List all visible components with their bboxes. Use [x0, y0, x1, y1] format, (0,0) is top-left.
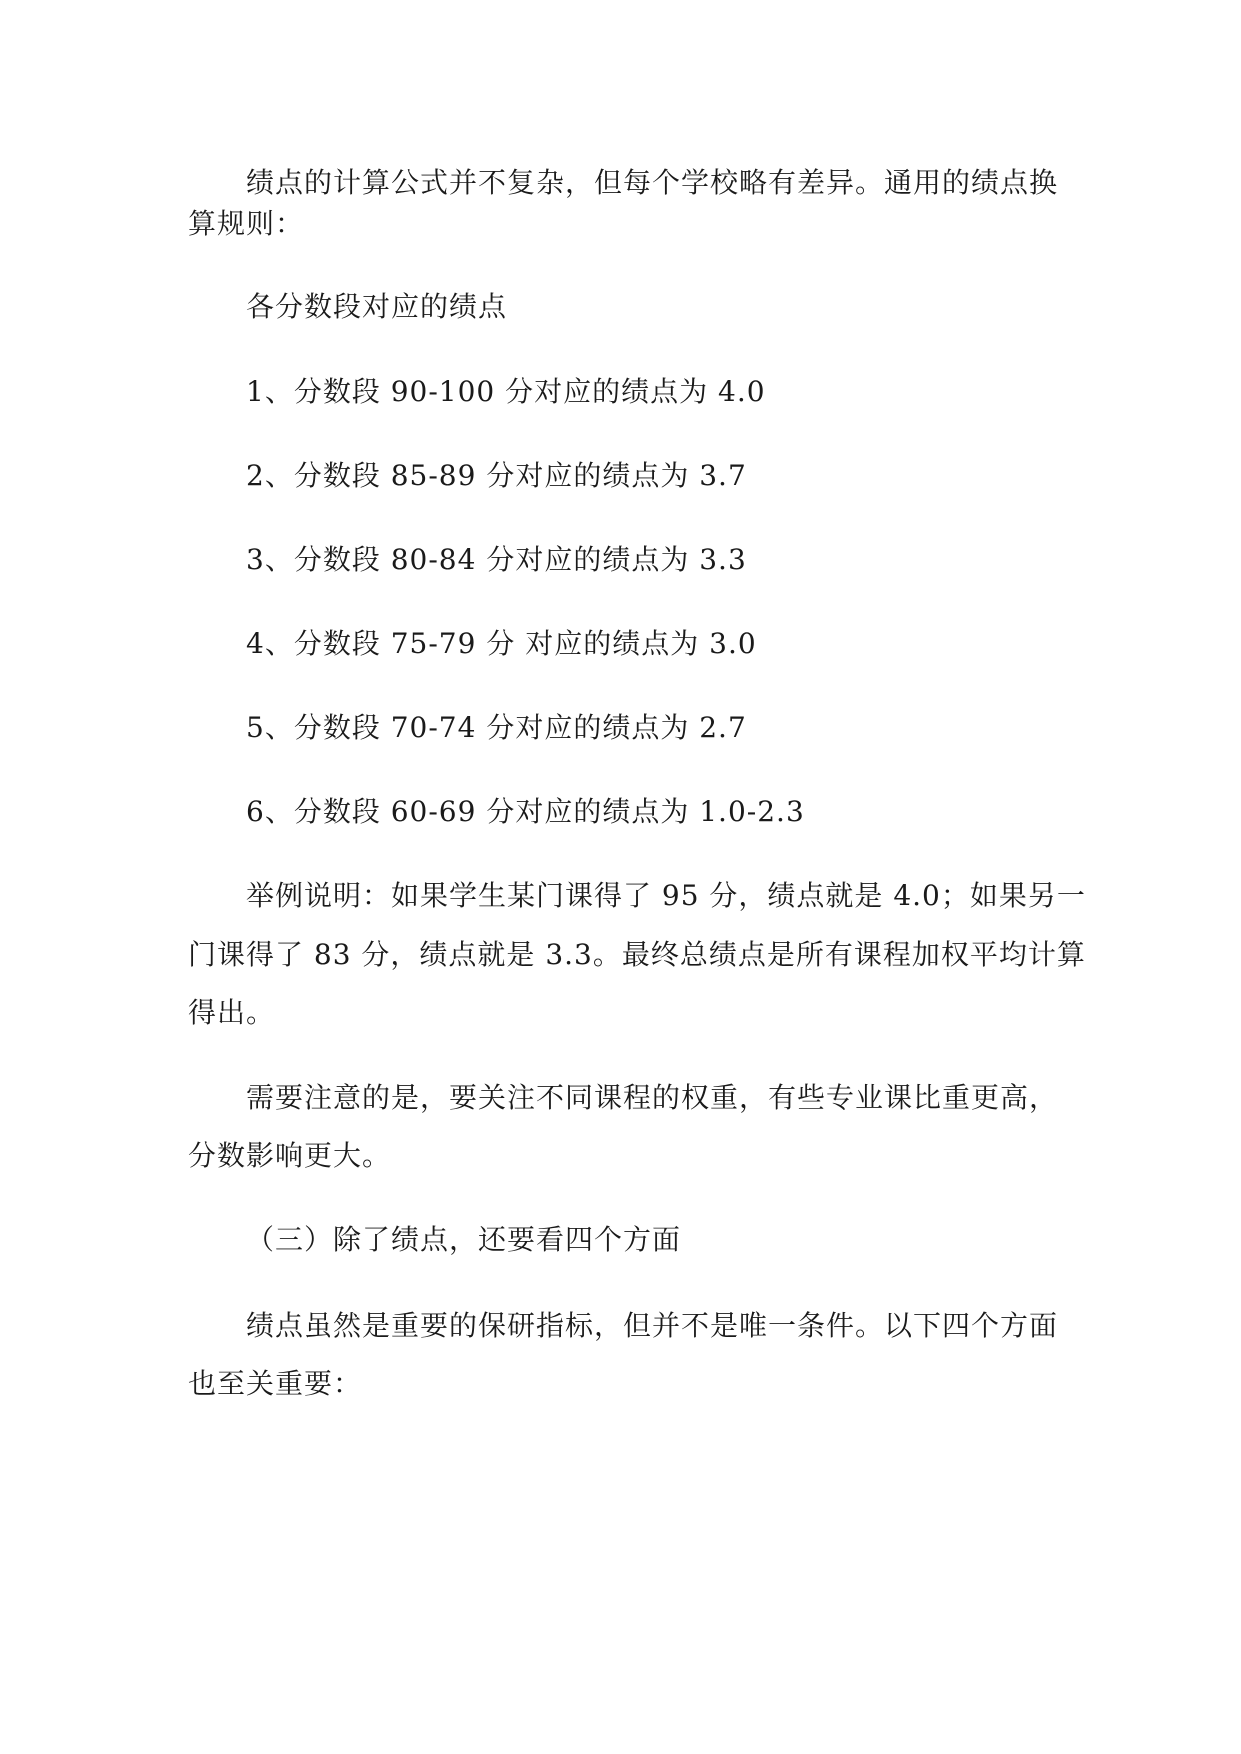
- list-item-range-4: 4、分数段 75-79 分 对应的绩点为 3.0: [246, 627, 757, 660]
- list-item-range-1: 1、分数段 90-100 分对应的绩点为 4.0: [246, 375, 766, 408]
- section-heading-four-aspects: （三）除了绩点，还要看四个方面: [246, 1223, 682, 1256]
- list-item-range-5: 5、分数段 70-74 分对应的绩点为 2.7: [246, 711, 747, 744]
- paragraph-formula-line-1: 绩点的计算公式并不复杂，但每个学校略有差异。通用的绩点换: [246, 166, 1059, 199]
- paragraph-formula-line-2: 算规则：: [188, 207, 305, 240]
- list-item-range-2: 2、分数段 85-89 分对应的绩点为 3.7: [246, 459, 747, 492]
- list-item-range-6: 6、分数段 60-69 分对应的绩点为 1.0-2.3: [246, 795, 805, 828]
- paragraph-example-line-2: 门课得了 83 分，绩点就是 3.3。最终总绩点是所有课程加权平均计算: [188, 938, 1086, 971]
- paragraph-example-line-1: 举例说明：如果学生某门课得了 95 分，绩点就是 4.0；如果另一: [246, 879, 1086, 912]
- paragraph-aspects-line-1: 绩点虽然是重要的保研指标，但并不是唯一条件。以下四个方面: [246, 1309, 1059, 1342]
- list-item-range-3: 3、分数段 80-84 分对应的绩点为 3.3: [246, 543, 747, 576]
- section-heading-grade-ranges: 各分数段对应的绩点: [246, 290, 508, 323]
- paragraph-example-line-3: 得出。: [188, 996, 276, 1029]
- paragraph-aspects-line-2: 也至关重要：: [188, 1367, 363, 1400]
- paragraph-note-line-1: 需要注意的是，要关注不同课程的权重，有些专业课比重更高，: [246, 1081, 1059, 1114]
- paragraph-note-line-2: 分数影响更大。: [188, 1139, 392, 1172]
